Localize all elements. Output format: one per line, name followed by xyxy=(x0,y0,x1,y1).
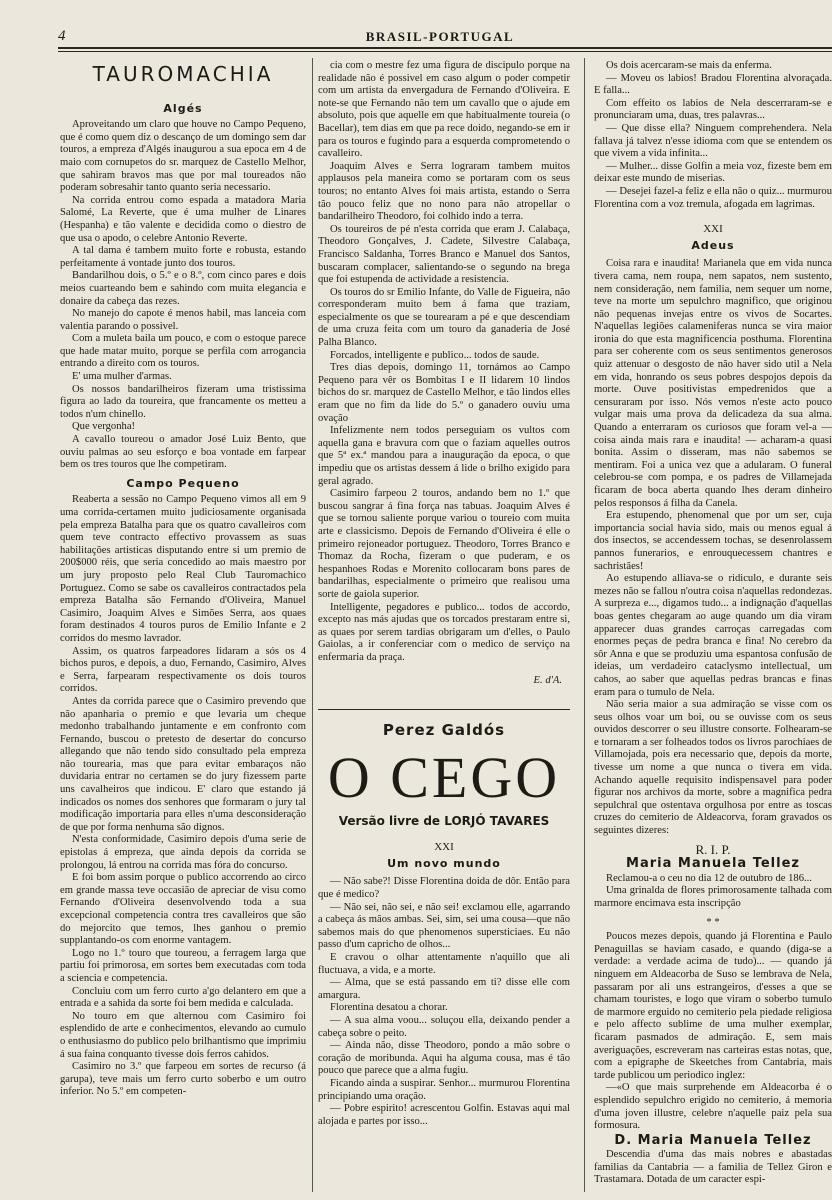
novel-title: O CEGO xyxy=(327,744,561,810)
paragraph: Era estupendo, phenomenal que por um ser, cuja importancia social havia sido, mais ou menos egual á dos insectos, se accendessem tochas, se desenrolassem pannos funerarios, e enrouquecessem chantres e sachristães! xyxy=(594,510,832,572)
paragraph: A cavallo toureou o amador José Luiz Bento, que ouviu palmas ao seu esforço e boa vontade em farpear bem os tres touros que lhe competiram. xyxy=(60,434,306,471)
paragraph: Aproveitando um claro que houve no Campo Pequeno, que é como quem diz o descanço de um domingo sem dar touros, a empreza d'Algés inaugurou a sua epoca em 4 de maio com cornupetos do sr. marquez de Castello Melhor, que sahiram bravos mas que por mal toureados não poderam sobresahir tanto quanto seria necessario. xyxy=(60,119,306,194)
paragraph: Os dois acercaram-se mais da enferma. xyxy=(606,60,772,71)
paragraph: Com a muleta baila um pouco, e com o estoque parece que hade matar muito, porque se perfila com arrogancia entrando a direito com os touros. xyxy=(60,333,306,370)
paragraph: Reaberta a sessão no Campo Pequeno vimos all em 9 uma corrida-certamen muito judiciosamente organisada pela empreza Batalha para que os quatro cavalleiros com quem teve contracto effectivo provassem as suas habilitações artisticas disputando entre si um premio de 200$000 réis, que seria concedido ao mais maestro por um jury proposto pelo Real Club Tauromachico Portuguez. Como se sabe os cavalleiros contractados pela empreza Batalha são Fernando d'Oliveira, Manuel Casimiro, Joaquim Alves e Simões Serra, aos quaes foram destinados 4 touros puros de Emilio Infante e 2 corridos do mesmo lavrador. xyxy=(60,494,306,644)
chapter-body xyxy=(594,258,832,837)
signature: E. d'A. xyxy=(533,674,562,686)
paragraph: Forcados, intelligente e publico... todos de saude. xyxy=(330,349,540,361)
paragraph: Que vergonha! xyxy=(72,421,136,433)
paragraph: Casimiro no 3.º que farpeou em sortes de recurso (á garupa), teve mais um ferro curto soberbo e um outro inferior. No 5.º em competen- xyxy=(60,1061,306,1098)
paragraph: Florentina desatou a chorar. xyxy=(330,1002,448,1014)
section-title: TAUROMACHIA xyxy=(92,62,274,86)
paragraph: — Moveu os labios! Bradou Florentina alvoraçada. E falla... xyxy=(594,72,832,97)
paragraph: Ao estupendo alliava-se o ridiculo, e durante seis mezes não se fallou n'outra coisa n'aquellas redondezas. A surpreza e..., digamos tudo... a indignação d'aquellas boas gentes chegaram ao auge quando um dia viram apparecer duas grandes carroças carregadas com enormes peças de pedra branca e fina! No cerebro da sôr Anna e que se produziu uma espantosa confusão de ideias, um verdadeiro cataclysmo intellectual, um cahos, ao saber que aquellas pedras brancas e finas eram para o tumulo de Nela. xyxy=(594,573,832,698)
paragraph: No manejo do capote é menos habil, mas lanceia com valentia parando o possivel. xyxy=(60,308,306,332)
article-body xyxy=(60,119,306,472)
paragraph: Bandarilhou dois, o 5.º e o 8.º, com cinco pares e dois meios cuarteando bem e sahindo com muita elegancia e donaire da cabeça das rezes. xyxy=(60,270,306,307)
paragraph: Joaquim Alves e Serra lograram tambem muitos applausos pela maneira como se portaram com os seus touros; no entanto Alves foi mais artista, estando o Serra tão pouco feliz que no nono para não atropellar o bandarilheiro Theodoro, foi colhido indo a terra. xyxy=(318,160,570,223)
paragraph: — Ainda não, disse Theodoro, pondo a mão sobre o coração de moribunda. Aqui ha alguma cousa, mas é tão pouco que parece que a alma fugiu. xyxy=(318,1040,570,1077)
column-divider xyxy=(312,58,313,1192)
column-divider xyxy=(584,58,585,1192)
column-middle xyxy=(318,60,570,1192)
chapter-title: Um novo mundo xyxy=(387,856,501,870)
paragraph: — Que disse ella? Ninguem comprehendera. Nela fallava já talvez n'esse idioma com que se entendem os que vivem a vida infinita... xyxy=(594,122,832,160)
paragraph: Concluiu com um ferro curto a'go delantero em que a entrada e a sahida da sorte foi bem medida e calculada. xyxy=(60,985,306,1010)
subheading-alges: Algés xyxy=(163,101,203,115)
paragraph: Intelligente, pegadores e publico... todos de accordo, excepto nas más ajudas que os torcados prestaram entre si, as quaes por serem tardias obrigaram um d'elles, o Paulo Gaiolas, a ir conferenciar com o medico de serviço na enfermaria da praça. xyxy=(318,601,570,663)
header-rule-thin xyxy=(58,51,832,52)
paragraph: —«O que mais surprehende em Aldeacorba é o esplendido sepulchro erigido no cemiterio, á memoria d'uma joven illustre, celebre n'aquelle paiz pela sua formosura. xyxy=(594,1082,832,1132)
publication-title: BRASIL-PORTUGAL xyxy=(365,29,515,44)
column-left xyxy=(60,60,306,1192)
translation-credit: Versão livre de LORJÓ TAVARES xyxy=(338,813,550,828)
paragraph: — Alma, que se está passando em ti? disse elle com amargura. xyxy=(318,977,570,1001)
chapter-body xyxy=(318,876,570,1128)
paragraph: — Não sei, não sei, e não sei! exclamou elle, agarrando a cabeça ás mãos ambas. Sei, sim, sei uma cousa—que não sabemos mais do que phenomenos supersticiaes. Eu não passo d'um capricho de olhos... xyxy=(318,901,570,951)
chapter-body xyxy=(594,1149,832,1187)
chapter-title: Adeus xyxy=(691,238,735,252)
paragraph: Os touros do sr Emilio Infante, do Valle de Figueira, não corresponderam muito bem á fama que traziam, especialmente os que se tourearam a pé e que descendiam de uma cruza feita com um touro da ganaderia de José Palha Blanco. xyxy=(318,286,570,349)
paragraph: Infelizmente nem todos perseguiam os vultos com aquella gana e bravura com que o faziam aquelles outros que 5ª ex.ª mandou para a inauguração da epoca, o que impediu que os artistas dessem á lide o brilho exigido para geral agrado. xyxy=(318,425,570,487)
paragraph: Uma grinalda de flores primorosamente talhada com marmore encimava esta inscripção xyxy=(594,885,832,909)
paragraph: Descendia d'uma das mais nobres e abastadas familias da Cantabria — a familia de Tellez Giron e Trastamara. Dotada de um caracter espi- xyxy=(594,1149,832,1186)
epitaph-name: Maria Manuela Tellez xyxy=(626,856,800,872)
epitaph-text xyxy=(594,873,832,911)
paragraph: — Não sabe?! Disse Florentina doida de dôr. Então para que é medico? xyxy=(318,876,570,901)
paragraph: Assim, os quatros farpeadores lidaram a sós os 4 bichos puros, e depois, a duo, Fernando, Casimiro, Alves e Serra, farpearam respectivamente os dois touros corridos. xyxy=(60,645,306,695)
chapter-number: XXI xyxy=(434,841,454,854)
paragraph: Antes da corrida parece que o Casimiro prevendo que não apanharia o premio e que levaria um cheque medonho trabalhando juntamente e em confronto com Fernando, buscou o pretesto de desertar do concurso allegando que não tendo sido consultado pela empreza não tourearia, mas que para evitar embaraços não duvidaria entrar no certamen se do jury fizessem parte uns cavalheiros que indicou. E' claro que estando já indicados os nomes dos senhores que formaram o jury tal modificação importaria para elles n'uma desconsideração de que por forma nenhuma são dignos. xyxy=(60,695,306,833)
paragraph: Ficando ainda a suspirar. Senhor... murmurou Florentina principiando uma oração. xyxy=(318,1077,570,1102)
paragraph: Os nossos bandarilheiros fizeram uma tristissima figura ao lado da toureira, que francamente os metteu a todos n'um chinello. xyxy=(60,383,306,420)
chapter-body xyxy=(594,931,832,1133)
section-stars: * * xyxy=(706,916,720,928)
page-number: 4 xyxy=(58,28,66,44)
paragraph: Os toureiros de pé n'esta corrida que eram J. Calabaça, Theodoro Gonçalves, J. Cadete, Silvestre Calabaça, Francisco Saldanha, Torres Branco e Manuel dos Santos, buscaram complacer, salientando-se o segundo na brega que foi estupenda de actividade a resistencia. xyxy=(318,223,570,286)
paragraph: Logo no 1.º touro que toureou, a ferragem larga que partiu foi primorosa, em sortes bem executadas com toda a sciencia e competencia. xyxy=(60,947,306,984)
paragraph: Casimiro farpeou 2 touros, andando bem no 1.º que buscou sangrar á fina força nas tabuas. Joaquim Alves é que se tornou saliente porque variou o toureio com muita arte e classicismo. Depois de Fernando d'Oliveira é elle o primeiro rejoneador portuguez. Theodoro, Torres Branco e Thomaz da Rocha, fizeram o que puderam, e os hespanhoes Rodas e Morenito collocaram bons pares de bandarilhas, especialmente o primeiro que realisou uma sorte de gaiola superior. xyxy=(318,488,570,600)
paragraph: Na corrida entrou como espada a matadora Maria Salomé, La Reverte, que é uma mulher de Linares (Hespanha) e tão valente e decidida como o diestro de que usa o apodo, o celebre Antonio Reverte. xyxy=(60,194,306,244)
paragraph: E cravou o olhar attentamente n'aquillo que ali fluctuava, a vida, e a morte. xyxy=(318,952,570,976)
epitaph-rip: R. I. P. xyxy=(695,841,731,857)
paragraph: Poucos mezes depois, quando já Florentina e Paulo Penaguillas se haviam casado, e quando (diga-se a verdade: a verdade acima de tudo)... — quando já ninguem em Aldeacorba de Suso se lembrava de Nela, passaram por ali uns estrangeiros, d'esses a que se chamam touristes, e logo que viram o soberbo tumulo de marmore erguido no cemiterio pela piedade religiosa e pelo affecto sublime de uma mulher exemplar, ficaram pasmados de admiração. E, sem mais averiguações, escreveram nas carteiras estas notas, que, com a epigraphe de Skeetches from Cantabria, mais tarde publicou um periodico inglez: xyxy=(594,931,832,1081)
section-rule xyxy=(318,709,570,710)
paragraph: — A sua alma voou... soluçou ella, deixando pender a cabeça sobre o peito. xyxy=(318,1015,570,1039)
paragraph: E foi bom assim porque o publico accorrendo ao circo em grande massa teve occasião de apreciar de visu como Fernando d'Oliveira desenvolvendo toda a sua excepcional competencia contra tres cavalleiros que são do mejorcito que temos, lhes ganhou o premio supplantando-os com enorme vantagem. xyxy=(60,872,306,947)
paragraph: No touro em que alternou com Casimiro foi esplendido de arte e conhecimentos, elevando ao cumulo o enthusiasmo do publico pelo brilhantismo que imprimiu á sua faina conquanto tivesse dois ferros cahidos. xyxy=(60,1010,306,1060)
paragraph: Coisa rara e inaudita! Marianela que em vida nunca tivera cama, nem roupa, nem sapatos, nem sustento, nem consideração, nem familia, nem sequer um nome, teve na morte um sepulchro magnifico, que originou não pequenas invejas entre os vivos de Socartes. N'aquellas legiões calameniferas nunca se vira maior ironia do que esta magnificencia posthuma. Florentina para ser coherente com os seus sentimentos generosos quiz attenuar o desgosto de não haver sido util a Nela em vida, honrando os seus pobres despojos depois da morte. Ouve positivistas empedrenidos que a censuraram por isso. Nós vemos n'este acto pouco vulgar mais uma prova da delicadeza da sua alma. Quando a enterraram os curiosos que foram vel-a — coisa ainda mais rara e inaudita! — acharam-a quasi bonita. Assim o disseram, mas não sabemos se mentiram. Foi a unica vez que a adularam. O funeral celebrou-se com pompa, e os padres de Villamejada ficaram de boca aberta quando lhes deram dinheiro pelos responsos á filha da Canela. xyxy=(594,258,832,509)
article-body xyxy=(318,60,570,665)
paragraph: — Mulher... disse Golfin a meia voz, fizeste bem em deixar este mundo de miserias. xyxy=(594,160,832,185)
subheading-campo-pequeno: Campo Pequeno xyxy=(126,476,240,490)
paragraph: Tres dias depois, domingo 11, tornámos ao Campo Pequeno para vêr os Bombitas I e II lidarem 10 lindos bichos do sr. marquez de Castello Melhor, e tão lindos elles eram que no fim da lide do 5.º o ganadero ouviu uma ovação xyxy=(318,362,570,424)
paragraph: Não seria maior a sua admiração se visse com os seus olhos voar um boi, ou se ouvisse com os seus ouvidos descorrer o seu illustre consorte. Folhearam-se e tornaram a ser folheados todos os livros parochiaes de Villamojada, pois era necessario que, depois da morte, tivesse um nome a que nunca o tivera em vida. Achando aquelle requisito indispensavel para poder figurar nos archivos da morte, sobre a magnifica pedra sepulchral que ostentava orgulhosa por entre as toscas cruzes do cemiterio de Aldeacorva, foram gravados os seguintes dizeres: xyxy=(594,699,832,837)
paragraph: E' uma mulher d'armas. xyxy=(72,371,172,383)
page-header xyxy=(58,28,822,46)
paragraph: — Desejei fazel-a feliz e ella não o quiz... murmurou Florentina com a voz tremula, afogada em lagrimas. xyxy=(594,185,832,210)
epitaph-name-repeat: D. Maria Manuela Tellez xyxy=(614,1132,812,1148)
paragraph: N'esta conformidade, Casimiro depois d'uma serie de epistolas á empreza, que ainda depois da corrida se prolongou, lá entrou na corrida mas fóra do concurso. xyxy=(60,834,306,871)
paragraph: Com effeito os labios de Nela descerraram-se e pronunciaram uma, duas, tres palavras... xyxy=(594,97,832,122)
chapter-body xyxy=(594,60,832,211)
chapter-number: XXI xyxy=(703,223,723,236)
header-rule xyxy=(58,47,832,49)
article-body xyxy=(60,494,306,1099)
column-right xyxy=(594,60,832,1192)
paragraph: Reclamou-a o ceu no dia 12 de outubro de 186... xyxy=(606,872,812,884)
paragraph: A tal dama é tambem muito forte e robusta, estando perfeitamente á vontade junto dos touros. xyxy=(60,245,306,269)
novel-author: Perez Galdós xyxy=(382,721,506,740)
paragraph: — Pobre espirito! acrescentou Golfin. Estavas aqui mal alojada e partes por isso... xyxy=(318,1103,570,1127)
paragraph: cia com o mestre fez uma figura de discipulo porque na realidade não é possivel em caso algum o poder competir com um artista da envergadura de Fernando d'Oliveira. E note-se que Fernando não tem um cavallo que o ajude em absoluto, pois que aquelle em que habitualmente toureia (o Bacellar), tem dias em que pa rece doido, negando-se em ir para os touros e fugindo para a esquerda comprometendo o cavalleiro. xyxy=(318,60,570,160)
